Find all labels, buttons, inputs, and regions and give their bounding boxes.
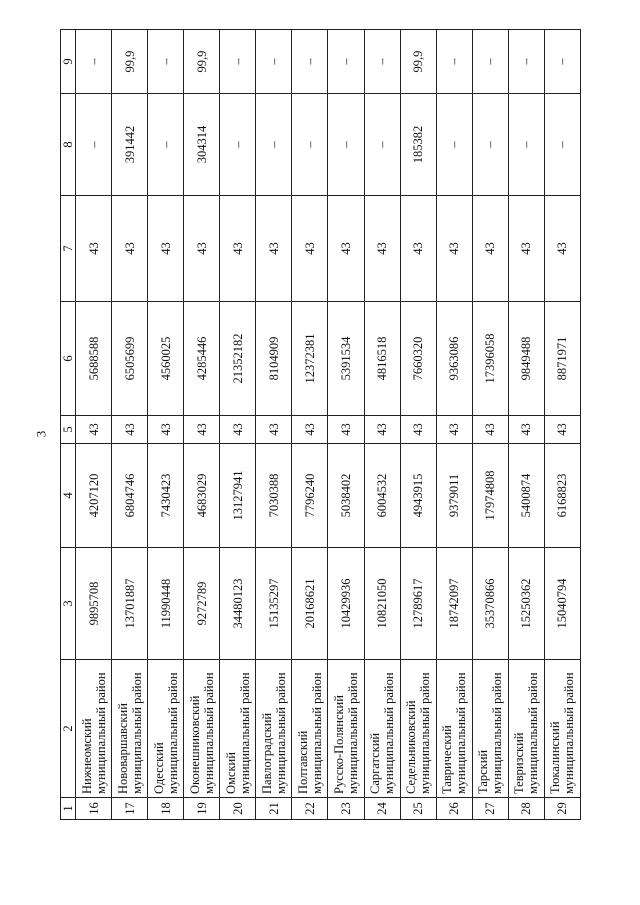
district-name-cell: Тюкалинский муниципальный район [544,660,580,798]
table-cell: 43 [544,416,580,444]
table-cell: 99,9 [400,30,436,94]
table-cell: 9849488 [508,302,544,416]
table-cell: 43 [436,196,472,302]
table-cell: 43 [76,196,112,302]
table-cell: 28 [508,798,544,820]
table-row [292,30,328,820]
table-cell: 43 [472,196,508,302]
table-cell: 43 [472,416,508,444]
table-cell: 17396058 [472,302,508,416]
table-cell: 43 [112,416,148,444]
table-cell: 43 [148,196,184,302]
table-cell: – [292,94,328,196]
table-cell: 6004532 [364,444,400,548]
table-cell: – [472,94,508,196]
column-header: 2 [61,660,76,798]
table-row [256,30,292,820]
table-cell: 43 [364,416,400,444]
table-cell: 5391534 [328,302,364,416]
table-cell: – [148,30,184,94]
table-row [544,30,580,820]
table-cell: 7796240 [292,444,328,548]
table-cell: 4943915 [400,444,436,548]
table-cell: 9363086 [436,302,472,416]
column-header: 7 [61,196,76,302]
table-cell: 4560025 [148,302,184,416]
table-cell: 9272789 [184,548,220,660]
table-cell: – [220,94,256,196]
table-cell: 4683029 [184,444,220,548]
table-cell: 18742097 [436,548,472,660]
table-cell: 13701887 [112,548,148,660]
table-cell: 7660320 [400,302,436,416]
table-row [400,30,436,820]
table-cell: 99,9 [184,30,220,94]
column-header: 1 [61,798,76,820]
table-cell: – [472,30,508,94]
table-cell: 15135297 [256,548,292,660]
table-cell: 25 [400,798,436,820]
district-name-cell: Одесский муниципальный район [148,660,184,798]
table-cell: 15040794 [544,548,580,660]
table-row [112,30,148,820]
table-cell: 43 [220,416,256,444]
column-header: 3 [61,548,76,660]
district-name-cell: Омский муниципальный район [220,660,256,798]
table-cell: 17974808 [472,444,508,548]
table-cell: 6168823 [544,444,580,548]
table-row [148,30,184,820]
table-cell: 34480123 [220,548,256,660]
table-cell: 43 [400,416,436,444]
table-cell: 27 [472,798,508,820]
table-cell: 26 [436,798,472,820]
table-cell: 5688588 [76,302,112,416]
district-name-cell: Нижнеомский муниципальный район [76,660,112,798]
table-cell: 43 [184,416,220,444]
table-cell: 23 [328,798,364,820]
column-header: 9 [61,30,76,94]
table-cell: 17 [112,798,148,820]
table-cell: – [436,94,472,196]
table-cell: 99,9 [112,30,148,94]
table-cell: 22 [292,798,328,820]
rotated-table-container [60,30,581,820]
table-cell: 43 [220,196,256,302]
table-cell: 43 [364,196,400,302]
table-cell: 6804746 [112,444,148,548]
table-cell: 19 [184,798,220,820]
table-cell: 43 [436,416,472,444]
data-table [60,29,581,820]
table-cell: – [328,94,364,196]
district-name-cell: Тевризский муниципальный район [508,660,544,798]
table-cell: 11990448 [148,548,184,660]
table-cell: – [220,30,256,94]
table-cell: 43 [184,196,220,302]
table-cell: 15250362 [508,548,544,660]
table-cell: 35370866 [472,548,508,660]
column-header: 6 [61,302,76,416]
table-cell: 43 [256,196,292,302]
table-cell: 185382 [400,94,436,196]
table-cell: 9895708 [76,548,112,660]
table-cell: 43 [508,416,544,444]
table-cell: – [508,30,544,94]
table-cell: 8871971 [544,302,580,416]
table-cell: – [256,94,292,196]
table-cell: 43 [544,196,580,302]
table-cell: – [76,94,112,196]
table-cell: 391442 [112,94,148,196]
table-cell: 29 [544,798,580,820]
table-cell: 4207120 [76,444,112,548]
table-cell: 43 [76,416,112,444]
table-cell: 4816518 [364,302,400,416]
table-cell: – [364,94,400,196]
table-cell: 8104909 [256,302,292,416]
table-cell: 43 [112,196,148,302]
table-cell: 10821050 [364,548,400,660]
table-cell: 9379011 [436,444,472,548]
table-cell: – [364,30,400,94]
table-cell: 12789617 [400,548,436,660]
table-cell: 43 [256,416,292,444]
district-name-cell: Полтавский муниципальный район [292,660,328,798]
district-name-cell: Русско-Полянский муниципальный район [328,660,364,798]
table-cell: 21352182 [220,302,256,416]
table-row [76,30,112,820]
table-cell: – [436,30,472,94]
district-name-cell: Тарский муниципальный район [472,660,508,798]
header-row [61,30,76,820]
table-row [436,30,472,820]
district-name-cell: Саргатский муниципальный район [364,660,400,798]
table-cell: 43 [328,416,364,444]
table-cell: 6505699 [112,302,148,416]
table-row [328,30,364,820]
column-header: 4 [61,444,76,548]
table-cell: – [544,30,580,94]
table-cell: 43 [292,196,328,302]
table-cell: 10429936 [328,548,364,660]
district-name-cell: Таврический муниципальный район [436,660,472,798]
table-row [472,30,508,820]
table-cell: 13127941 [220,444,256,548]
table-cell: 43 [508,196,544,302]
table-cell: 43 [328,196,364,302]
table-cell: 7430423 [148,444,184,548]
table-cell: 20168621 [292,548,328,660]
table-cell: – [292,30,328,94]
table-row [184,30,220,820]
table-cell: 43 [148,416,184,444]
table-cell: 43 [400,196,436,302]
table-cell: – [76,30,112,94]
table-cell: 12372381 [292,302,328,416]
table-cell: – [148,94,184,196]
table-cell: 5400874 [508,444,544,548]
page-number: 3 [33,430,49,438]
table-row [508,30,544,820]
table-cell: 43 [292,416,328,444]
table-cell: – [508,94,544,196]
table-cell: 20 [220,798,256,820]
table-cell: 16 [76,798,112,820]
table-cell: 7030388 [256,444,292,548]
table-row [220,30,256,820]
table-cell: – [256,30,292,94]
table-cell: 4285446 [184,302,220,416]
district-name-cell: Нововаршавский муниципальный район [112,660,148,798]
table-cell: 21 [256,798,292,820]
district-name-cell: Павлоградский муниципальный район [256,660,292,798]
table-cell: 304314 [184,94,220,196]
table-cell: – [544,94,580,196]
district-name-cell: Оконешниковский муниципальный район [184,660,220,798]
table-row [364,30,400,820]
column-header: 5 [61,416,76,444]
table-cell: 5038402 [328,444,364,548]
table-cell: 18 [148,798,184,820]
column-header: 8 [61,94,76,196]
table-cell: – [328,30,364,94]
district-name-cell: Седельниковский муниципальный район [400,660,436,798]
table-cell: 24 [364,798,400,820]
